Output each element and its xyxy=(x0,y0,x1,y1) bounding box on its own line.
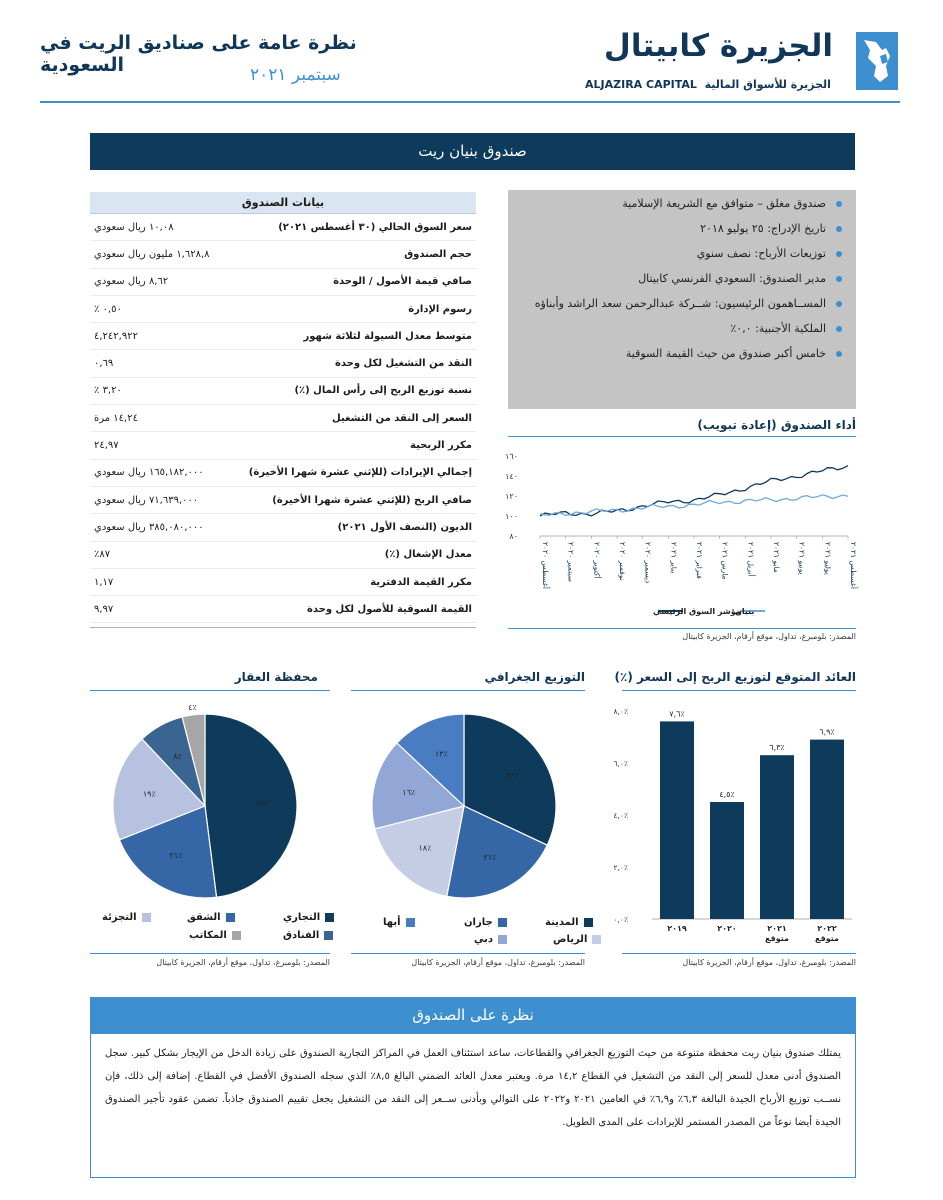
row-value: ٧١,٦٣٩,٠٠٠ ريال سعودي xyxy=(94,494,199,506)
y-tick-label: ١٤٠ xyxy=(505,472,518,481)
row-value: ٣٨٥,٠٨٠,٠٠٠ ريال سعودي xyxy=(94,521,204,533)
legend-swatch xyxy=(324,931,333,940)
fund-data-heading: بيانات الصندوق xyxy=(90,192,476,214)
pie-slice xyxy=(205,714,297,897)
row-value: ١,١٧ xyxy=(94,576,114,588)
category-label: متوقع xyxy=(765,934,789,943)
fund-fact-item: الملكية الأجنبية: ٠,٠٪ xyxy=(518,321,842,337)
x-tick-label: أكتوبر ٢٠٢٠ xyxy=(592,542,602,579)
x-tick-label: يونيو ٢٠٢١ xyxy=(797,542,807,575)
legend-swatch xyxy=(226,913,235,922)
page-title: نظرة عامة على صناديق الريت في السعودية xyxy=(40,32,357,76)
pie-value-label: ٪١٦ xyxy=(402,787,416,797)
row-value: ٨,٦٢ ريال سعودي xyxy=(94,276,169,288)
legend-label: الفنادق xyxy=(283,930,320,941)
bar-value-label: ٪٦,٩ xyxy=(819,727,835,737)
table-row xyxy=(90,432,476,459)
category-label: ٢٠١٩ xyxy=(667,924,687,933)
table-row xyxy=(90,542,476,569)
y-tick-label: ١٦٠ xyxy=(505,452,518,461)
legend-fund-label: بنيان xyxy=(735,607,755,616)
fund-fact-item: تاريخ الإدراج: ٢٥ يوليو ٢٠١٨ xyxy=(518,221,842,237)
fund-fact-item: خامس أكبر صندوق من حيث القيمة السوقية xyxy=(518,346,842,362)
legend-item xyxy=(474,934,507,945)
row-value: ١٦٥,١٨٢,٠٠٠ ريال سعودي xyxy=(94,467,204,479)
y-tick-label: ١٠٠ xyxy=(505,512,518,521)
performance-title-rule xyxy=(508,436,856,437)
report-date: سبتمبر ٢٠٢١ xyxy=(250,65,341,85)
geo-title-rule xyxy=(351,690,585,691)
bar-value-label: ٪٦,٣ xyxy=(769,743,785,753)
legend-swatch xyxy=(232,931,241,940)
table-row xyxy=(90,514,476,541)
yield-source: المصدر: بلومبرغ، تداول، موقع أرقام، الجزيرة كابيتال xyxy=(682,958,856,967)
legend-swatch xyxy=(142,913,151,922)
x-tick-label: أغسطس ٢٠٢١ xyxy=(849,542,858,589)
y-tick-label: ١٢٠ xyxy=(505,492,518,501)
row-label: الديون (النصف الأول ٢٠٢١) xyxy=(337,521,472,533)
portfolio-pie-chart xyxy=(105,702,305,904)
legend-label: أبها xyxy=(383,917,401,928)
row-label: صافي قيمة الأصول / الوحدة xyxy=(333,276,472,288)
overview-title: نظرة على الصندوق xyxy=(90,997,856,1034)
portfolio-bottom-rule xyxy=(90,953,330,954)
y-tick-label: ٨٠ xyxy=(509,532,518,541)
legend-swatch xyxy=(498,918,507,927)
table-row xyxy=(90,405,476,432)
table-row xyxy=(90,569,476,596)
row-value: ١٠,٠٨ ريال سعودي xyxy=(94,221,174,233)
legend-swatch xyxy=(498,935,507,944)
bar xyxy=(760,755,794,919)
legend-item xyxy=(464,917,507,928)
bar-value-label: ٪٧,٦ xyxy=(669,709,685,719)
x-tick-label: مارس ٢٠٢١ xyxy=(720,542,730,580)
legend-item xyxy=(189,930,241,941)
y-tick-label: ٪٤,٠ xyxy=(613,811,628,820)
category-label: ٢٠٢٢ xyxy=(817,924,837,933)
geo-chart-title: التوزيع الجغرافي xyxy=(484,670,585,684)
table-bottom-rule xyxy=(90,627,476,628)
legend-label: التجاري xyxy=(283,912,321,923)
row-label: النقد من التشغيل لكل وحدة xyxy=(334,358,472,370)
fund-fact-item: صندوق مغلق – متوافق مع الشريعة الإسلامية xyxy=(518,196,842,212)
legend-swatch xyxy=(325,913,334,922)
geo-pie-chart xyxy=(364,708,564,904)
overview-text: يمتلك صندوق بنيان ريت محفظة متنوعة من حيث التوزيع الجغرافي والقطاعات، ساعد استئناف العمل في المراكز التجارية الصندوق على زيادة الدخل من الإيجار بشكل كبير. سجل الصندوق أدنى معدل للسعر إلى النقد من التشغيل في القطاع ١٤,٢ مرة. ويعتبر معدل العائد الضمني البالغ ٨,٥٪ الذي سجله الصندوق الأفضل في القطاع. إضافة إلى ذلك، فإن نســب توزيع الأرباح الجيدة البالغة ٦,٣٪ و٦,٩٪ في العامين ٢٠٢١ و٢٠٢٢ على التوالي وبأدنى ســعر إلى النقد من التشغيل يجعل تقييم الصندوق جاذباً. تضمن عقود تأجير الصندوق الجيدة أيضا نوعاً من المصدر المستمر للإيرادات على المدى الطويل. xyxy=(105,1048,841,1128)
fund-fact-item: توزيعات الأرباح: نصف سنوي xyxy=(518,246,842,262)
x-tick-label: فبراير ٢٠٢١ xyxy=(695,542,704,579)
performance-bottom-rule xyxy=(508,628,856,629)
legend-label: الشقق xyxy=(187,912,221,923)
row-label: سعر السوق الحالي (٣٠ أغسطس ٢٠٢١) xyxy=(278,221,472,233)
pie-value-label: ٪١٣ xyxy=(434,749,448,759)
table-row xyxy=(90,269,476,296)
pie-value-label: ٪٢١ xyxy=(483,852,497,862)
category-label: متوقع xyxy=(815,934,839,943)
row-label: إجمالي الإيرادات (للإثني عشرة شهرا الأخيرة) xyxy=(248,467,472,479)
legend-swatch xyxy=(584,918,593,927)
row-label: معدل الإشغال (٪) xyxy=(384,549,472,561)
row-label: القيمة السوقية للأصول لكل وحدة xyxy=(306,603,472,615)
performance-chart-title: أداء الصندوق (إعادة تبويب) xyxy=(697,418,856,432)
pie-value-label: ٪٣٢ xyxy=(505,771,519,781)
legend-item xyxy=(102,912,151,923)
row-value: ٢٤,٩٧ xyxy=(94,440,119,452)
market-index-line xyxy=(540,466,848,516)
legend-label: دبي xyxy=(474,934,494,945)
row-label: رسوم الإدارة xyxy=(408,303,472,315)
row-value: ٣,٢٠ ٪ xyxy=(94,385,122,397)
legend-item xyxy=(545,917,593,928)
brand-logo-icon xyxy=(856,32,898,90)
pie-value-label: ٪٨ xyxy=(173,752,182,762)
y-tick-label: ٪٨,٠ xyxy=(613,707,628,716)
performance-line-chart xyxy=(505,444,858,626)
row-label: صافي الربح (للإثني عشرة شهرا الأخيرة) xyxy=(272,494,472,506)
bar xyxy=(810,740,844,919)
pie-value-label: ٪١٩ xyxy=(142,789,156,799)
fund-title: صندوق بنيان ريت xyxy=(90,133,855,170)
legend-item xyxy=(553,934,601,945)
fund-fact-item: المســاهمون الرئيسيون: شــركة عبدالرحمن سعد الراشد وأبناؤه xyxy=(518,296,842,312)
fund-facts-box xyxy=(508,190,856,409)
fund-facts-list xyxy=(518,196,842,362)
bar-value-label: ٪٤,٥ xyxy=(719,790,735,799)
legend-label: الرياض xyxy=(553,934,588,945)
portfolio-source: المصدر: بلومبرغ، تداول، موقع أرقام، الجزيرة كابيتال xyxy=(156,958,330,967)
fund-data-table xyxy=(90,192,476,623)
x-tick-label: يناير ٢٠٢١ xyxy=(669,542,679,574)
overview-box xyxy=(90,1034,856,1178)
row-value: ١,٦٢٨,٨ مليون ريال سعودي xyxy=(94,248,210,260)
row-label: نسبة توزيع الربح إلى رأس المال (٪) xyxy=(294,385,472,397)
y-tick-label: ٪٠,٠ xyxy=(613,915,628,924)
legend-label: التجزئة xyxy=(102,912,137,923)
x-tick-label: ديسمبر ٢٠٢٠ xyxy=(643,542,653,584)
legend-label: جازان xyxy=(464,917,493,928)
brand-name-arabic: الجزيرة كابيتال xyxy=(603,28,833,64)
row-label: متوسط معدل السيولة لثلاثة شهور xyxy=(303,330,472,342)
pie-value-label: ٪٤٨ xyxy=(255,798,269,808)
row-value: ١٤,٢٤ مرة xyxy=(94,412,138,424)
table-row xyxy=(90,323,476,350)
header-divider xyxy=(40,101,900,103)
row-label: حجم الصندوق xyxy=(404,248,472,260)
x-tick-label: نوفمبر ٢٠٢٠ xyxy=(618,542,627,581)
table-row xyxy=(90,241,476,268)
yield-title-rule xyxy=(622,690,856,691)
table-row xyxy=(90,487,476,514)
table-row xyxy=(90,378,476,405)
yield-chart-title: العائد المتوقع لتوزيع الربح إلى السعر (٪) xyxy=(614,670,856,684)
row-value: ٠,٦٩ xyxy=(94,358,114,370)
y-tick-label: ٪٢,٠ xyxy=(613,863,628,872)
row-label: السعر إلى النقد من التشغيل xyxy=(332,412,472,424)
brand-tagline xyxy=(585,78,831,91)
legend-market-label: مؤشر السوق الرئيسي xyxy=(653,607,741,616)
category-label: ٢٠٢١ xyxy=(767,924,787,933)
pie-value-label: ٪٢١ xyxy=(169,851,183,861)
brand-name-english: ALJAZIRA CAPITAL xyxy=(585,78,697,91)
row-value: ٩,٩٧ xyxy=(94,603,114,615)
legend-label: المدينة xyxy=(545,917,579,928)
x-tick-label: أبريل ٢٠٢١ xyxy=(746,542,756,577)
performance-source: المصدر: بلومبرغ، تداول، موقع أرقام، الجزيرة كابيتال xyxy=(682,632,856,641)
brand-subtitle-arabic: الجزيرة للأسواق المالية xyxy=(704,78,831,91)
table-row xyxy=(90,460,476,487)
fund-line xyxy=(540,495,848,516)
legend-item xyxy=(283,930,333,941)
yield-bottom-rule xyxy=(622,953,856,954)
portfolio-chart-title: محفظة العقار xyxy=(234,670,318,684)
legend-swatch xyxy=(592,935,601,944)
row-label: مكرر الربحية xyxy=(410,440,472,452)
y-tick-label: ٪٦,٠ xyxy=(613,759,628,768)
x-tick-label: سبتمبر ٢٠٢٠ xyxy=(566,542,576,583)
bar xyxy=(660,721,694,919)
geo-source: المصدر: بلومبرغ، تداول، موقع أرقام، الجزيرة كابيتال xyxy=(411,958,585,967)
portfolio-title-rule xyxy=(90,690,330,691)
legend-item xyxy=(383,917,415,928)
row-value: ٤,٢٤٢,٩٢٢ xyxy=(94,330,138,342)
x-tick-label: مايو ٢٠٢١ xyxy=(772,542,781,573)
legend-item xyxy=(283,912,334,923)
yield-bar-chart xyxy=(613,697,856,950)
row-label: مكرر القيمة الدفترية xyxy=(370,576,472,588)
table-row xyxy=(90,596,476,623)
x-tick-label: يوليو ٢٠٢١ xyxy=(823,542,833,575)
fund-fact-item: مدير الصندوق: السعودي الفرنسي كابيتال xyxy=(518,271,842,287)
category-label: ٢٠٢٠ xyxy=(717,924,737,933)
table-row xyxy=(90,350,476,377)
x-tick-label: أغسطس ٢٠٢٠ xyxy=(541,542,550,589)
legend-swatch xyxy=(406,918,415,927)
bar xyxy=(710,802,744,919)
pie-value-label: ٪١٨ xyxy=(418,843,432,853)
table-row xyxy=(90,214,476,241)
geo-bottom-rule xyxy=(351,953,585,954)
row-value: ٨٧٪ xyxy=(94,549,111,561)
pie-value-label: ٪٤ xyxy=(188,702,197,712)
row-value: ٠,٥٠ ٪ xyxy=(94,303,122,315)
legend-item xyxy=(187,912,235,923)
table-row xyxy=(90,296,476,323)
legend-label: المكاتب xyxy=(189,930,227,941)
